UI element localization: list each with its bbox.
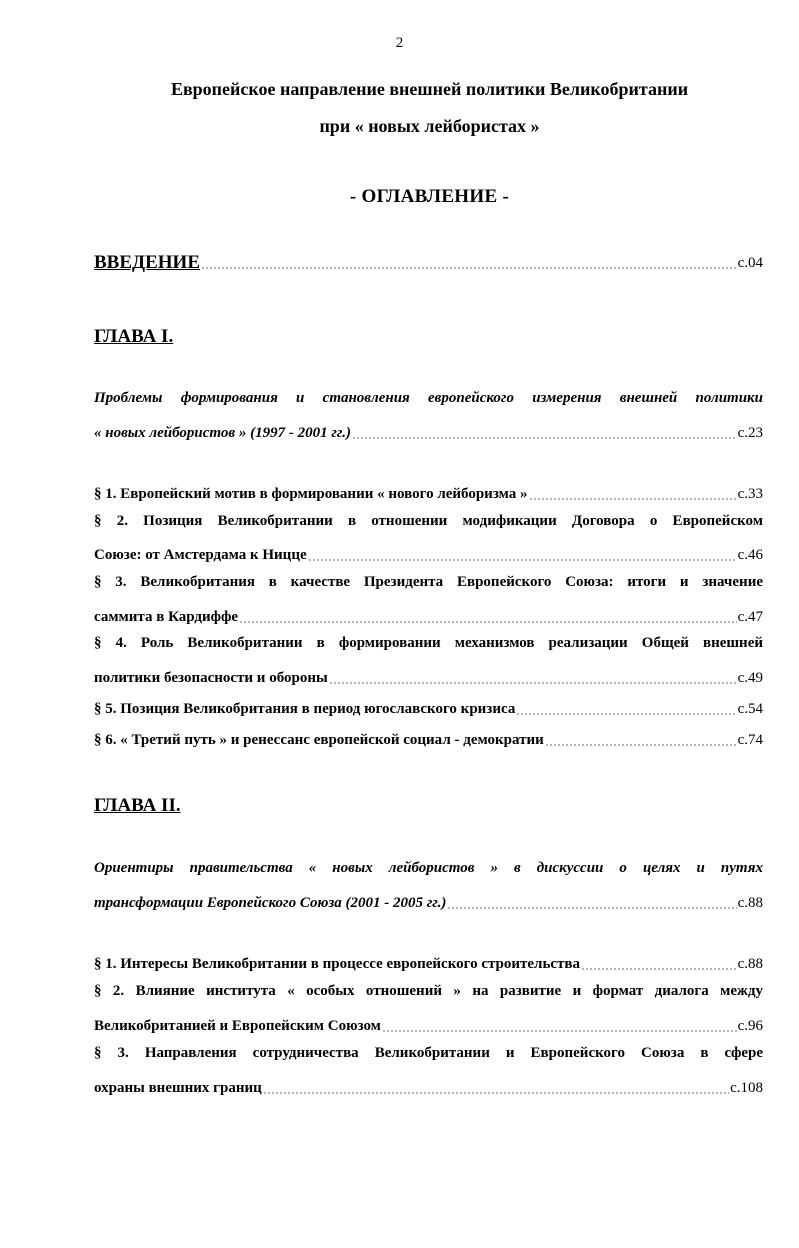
toc-entry-ch1-s5[interactable] xyxy=(94,696,763,718)
toc-entry-ch2-s2-line-2[interactable] xyxy=(94,1013,763,1035)
dot-leader xyxy=(263,1092,729,1094)
chapter-2-heading[interactable]: ГЛАВА II. xyxy=(94,795,181,816)
chapter-1-subtitle-line-2[interactable] xyxy=(94,420,763,442)
section-title: § 4. Роль Великобритании в формировании механизмов реализации Общей внешней xyxy=(94,635,763,651)
toc-entry-ch1-s6[interactable] xyxy=(94,727,763,749)
dot-leader xyxy=(529,498,737,500)
toc-entry-ch2-s3-line-2[interactable] xyxy=(94,1075,763,1097)
dot-leader xyxy=(239,621,737,623)
section-title: § 1. Интересы Великобритании в процессе европейского строительства xyxy=(94,956,581,972)
section-title: § 2. Позиция Великобритании в отношении модификации Договора о Европейском xyxy=(94,513,763,529)
section-title-cont: Великобританией и Европейским Союзом xyxy=(94,1018,381,1034)
section-page: с.108 xyxy=(730,1080,763,1096)
section-title: § 5. Позиция Великобритания в период югославского кризиса xyxy=(94,701,516,717)
dot-leader xyxy=(352,437,737,439)
section-title-cont: охраны внешних границ xyxy=(94,1080,262,1096)
dot-leader xyxy=(329,682,737,684)
toc-entry-ch1-s4-line-2[interactable] xyxy=(94,665,763,687)
section-page: с.33 xyxy=(737,486,763,502)
dot-leader xyxy=(308,559,737,561)
toc-entry-ch1-s3-line-2[interactable] xyxy=(94,604,763,626)
introduction-page: с.04 xyxy=(737,255,763,271)
chapter-2-subtitle-text-2: трансформации Европейского Союза (2001 - 2005 гг.) xyxy=(94,895,447,911)
chapter-1-heading[interactable]: ГЛАВА I. xyxy=(94,326,174,347)
toc-entry-ch1-s4-line-1[interactable] xyxy=(94,634,763,656)
toc-entry-ch1-s2-line-2[interactable] xyxy=(94,542,763,564)
toc-entry-ch2-s2-line-1[interactable] xyxy=(94,982,763,1004)
section-title: § 3. Направления сотрудничества Великобритании и Европейского Союза в сфере xyxy=(94,1045,763,1061)
chapter-2-subtitle-line-1 xyxy=(94,859,763,881)
chapter-1-subtitle-text-2: « новых лейбористов » (1997 - 2001 гг.) xyxy=(94,425,351,441)
section-title: § 2. Влияние института « особых отношений » на развитие и формат диалога между xyxy=(94,983,763,999)
toc-entry-ch1-s2-line-1[interactable] xyxy=(94,512,763,534)
page-number: 2 xyxy=(395,35,404,51)
dot-leader xyxy=(382,1030,737,1032)
section-title-cont: саммита в Кардиффе xyxy=(94,609,239,625)
section-title-cont: политики безопасности и обороны xyxy=(94,670,328,686)
document-title-line-1: Европейское направление внешней политики Великобритании xyxy=(170,79,689,99)
dot-leader xyxy=(201,267,737,269)
section-page: с.46 xyxy=(737,547,763,563)
chapter-1-subtitle-page: с.23 xyxy=(737,425,763,441)
toc-entry-ch1-s3-line-1[interactable] xyxy=(94,573,763,595)
chapter-2-subtitle-text: Ориентиры правительства « новых лейбористов » в дискуссии о целях и путях xyxy=(94,860,763,876)
section-page: с.54 xyxy=(737,701,763,717)
dot-leader xyxy=(545,744,737,746)
chapter-2-subtitle-page: с.88 xyxy=(737,895,763,911)
introduction-label: ВВЕДЕНИЕ xyxy=(94,252,200,273)
toc-heading: - ОГЛАВЛЕНИЕ - xyxy=(349,186,510,207)
chapter-1-subtitle-line-1 xyxy=(94,389,763,411)
toc-entry-ch2-s1[interactable] xyxy=(94,951,763,973)
section-page: с.88 xyxy=(737,956,763,972)
chapter-2-subtitle-line-2[interactable] xyxy=(94,890,763,912)
document-title-line-2: при « новых лейбористах » xyxy=(319,116,540,136)
dot-leader xyxy=(447,907,736,909)
section-page: с.96 xyxy=(737,1018,763,1034)
section-title: § 1. Европейский мотив в формировании « нового лейборизма » xyxy=(94,486,528,502)
chapter-1-subtitle-text: Проблемы формирования и становления европейского измерения внешней политики xyxy=(94,390,763,406)
toc-entry-introduction[interactable] xyxy=(94,250,763,272)
section-title: § 3. Великобритания в качестве Президента Европейского Союза: итоги и значение xyxy=(94,574,763,590)
section-title: § 6. « Третий путь » и ренессанс европейской социал - демократии xyxy=(94,732,544,748)
section-title-cont: Союзе: от Амстердама к Ницце xyxy=(94,547,307,563)
toc-entry-ch2-s3-line-1[interactable] xyxy=(94,1044,763,1066)
dot-leader xyxy=(516,713,736,715)
section-page: с.47 xyxy=(737,609,763,625)
section-page: с.74 xyxy=(737,732,763,748)
dot-leader xyxy=(581,968,737,970)
toc-entry-ch1-s1[interactable] xyxy=(94,481,763,503)
section-page: с.49 xyxy=(737,670,763,686)
